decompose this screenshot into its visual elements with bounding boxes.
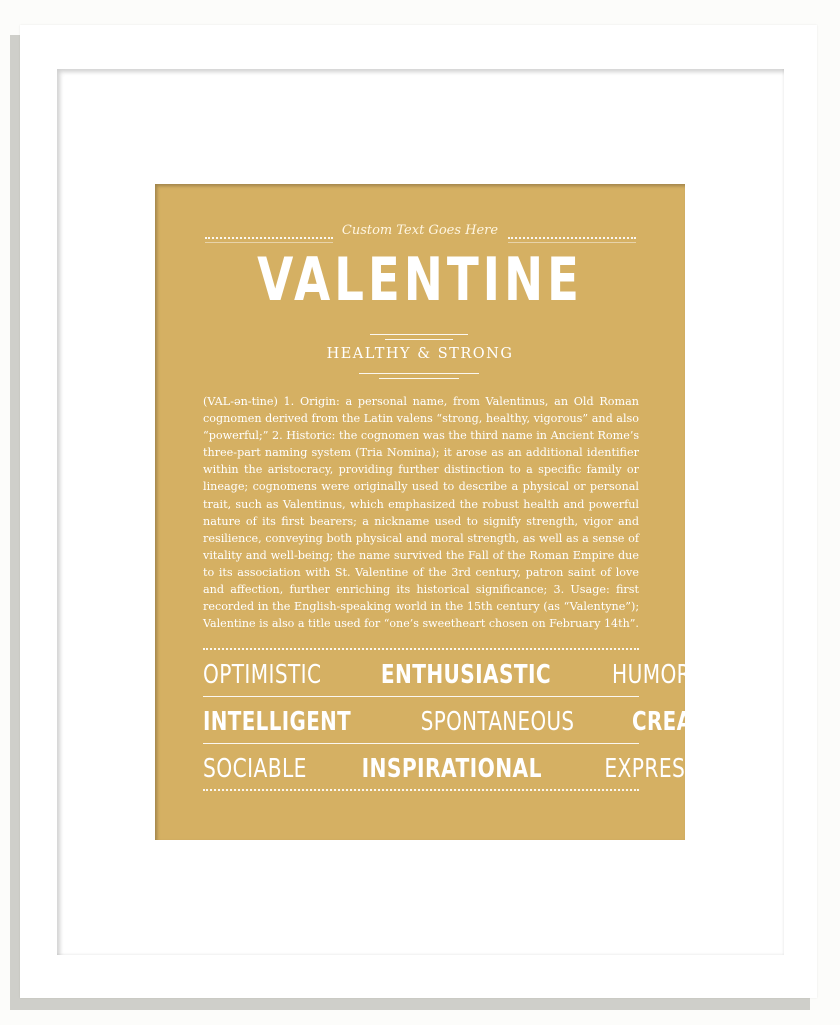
tagline: HEALTHY & STRONG (326, 346, 514, 362)
definition-line: three-part naming system (Tria Nomina); it arose as an additional identifier (203, 446, 639, 460)
definition-line: resilience, conveying both physical and moral strength, as well as a sense of (203, 531, 639, 545)
custom-text: Custom Text Goes Here (341, 223, 499, 238)
trait-word: EXPRESSIVE (604, 754, 733, 784)
title-underline-1 (370, 334, 468, 335)
top-left-thin-rule (205, 242, 333, 243)
definition-line: Valentine is also a title used for “one’s sweetheart chosen on February 14th”. (203, 617, 639, 631)
traits-divider-1 (203, 696, 639, 697)
definition-line: recorded in the English-speaking world in the 15th century (as “Valentyne”); (203, 600, 640, 614)
definition-line: within the aristocracy, providing further distinction to a specific family or (203, 463, 639, 477)
trait-word: INTELLIGENT (203, 707, 352, 737)
definition-line: lineage; cognomens were originally used to describe a physical or personal (203, 480, 639, 494)
trait-word: SPONTANEOUS (420, 707, 575, 737)
traits-top-dotted-rule (203, 648, 639, 650)
name-definition-print (155, 184, 743, 840)
definition-line: and affection, further enriching its historical significance; 3. Usage: first (203, 583, 639, 597)
trait-word: CREATIVE (632, 707, 743, 737)
definition-line: “powerful;” 2. Historic: the cognomen was the third name in Ancient Rome’s (203, 429, 640, 443)
top-right-thin-rule (508, 242, 636, 243)
trait-word: OPTIMISTIC (203, 660, 322, 690)
traits-row-3 (203, 749, 733, 789)
definition-line: trait, such as Valentinus, which emphasized the robust health and powerful (203, 497, 639, 511)
trait-word: INSPIRATIONAL (361, 754, 543, 784)
trait-word: SOCIABLE (203, 754, 307, 784)
definition-line: nature of its first bearers; a nickname used to signify strength, vigor and (203, 514, 639, 528)
trait-word: HUMOROUS (611, 660, 736, 690)
definition-line: vitality and well-being; the name survived the Fall of the Roman Empire due (203, 548, 639, 562)
name-title: VALENTINE (257, 245, 583, 315)
trait-word: ENTHUSIASTIC (380, 660, 552, 690)
name-definition (203, 393, 639, 632)
definition-line: to its association with St. Valentine of the 3rd century, patron saint of love (203, 565, 639, 579)
definition-line: cognomen derived from the Latin valens “strong, healthy, vigorous” and also (203, 412, 640, 426)
tagline-underline-2 (379, 378, 459, 379)
traits-row-2 (203, 702, 743, 742)
traits-bottom-dotted-rule (203, 789, 639, 791)
definition-line: (VAL-ən-tine) 1. Origin: a personal name, from Valentinus, an Old Roman (203, 395, 639, 408)
tagline-underline-1 (359, 373, 479, 374)
title-underline-2 (385, 339, 453, 340)
traits-row-1 (203, 655, 736, 695)
traits-divider-2 (203, 743, 639, 744)
